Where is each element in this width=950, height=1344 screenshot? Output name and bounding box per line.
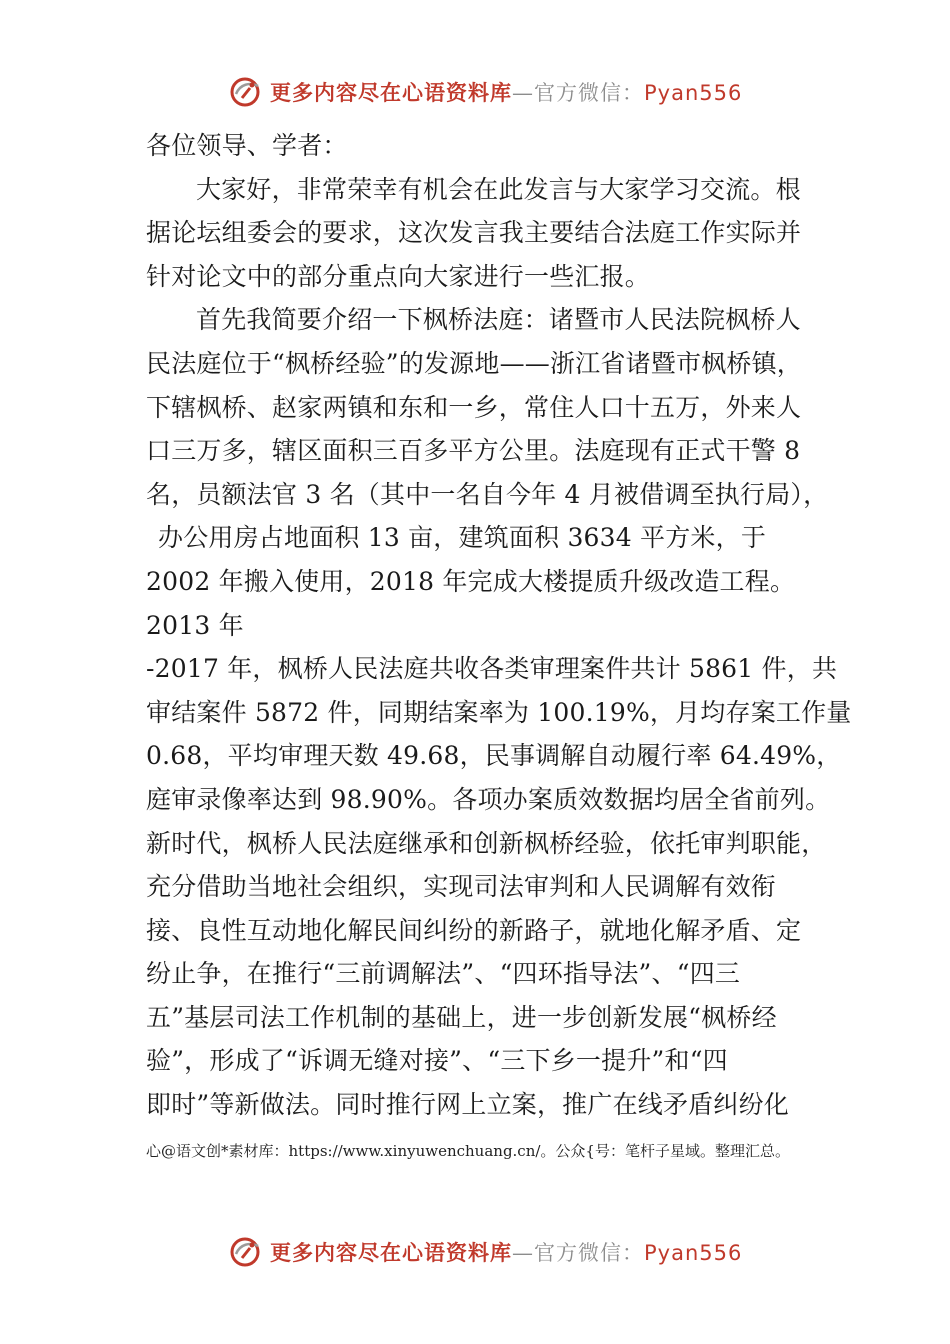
text-line: 下辖枫桥、赵家两镇和东和一乡，常住人口十五万，外来人 <box>146 392 802 422</box>
banner-title: 更多内容尽在心语资料库 <box>270 1240 512 1265</box>
text-line: 办公用房占地面积 13 亩，建筑面积 3634 平方米，于 <box>158 523 767 553</box>
text-line: 审结案件 5872 件，同期结案率为 100.19%，月均存案工作量 <box>146 697 852 727</box>
banner-suffix-label: 官方微信： <box>534 1241 644 1265</box>
document-body <box>146 124 852 1127</box>
text-line: 新时代，枫桥人民法庭继承和创新枫桥经验，依托审判职能， <box>146 828 827 858</box>
banner-dash: — <box>512 81 534 105</box>
banner-text <box>270 77 742 107</box>
banner-text <box>270 1237 742 1267</box>
banner-suffix-label: 官方微信： <box>534 81 644 105</box>
text-line: 据论坛组委会的要求，这次发言我主要结合法庭工作实际并 <box>146 218 802 248</box>
footer-note: 心@语文创*素材库：https://www.xinyuwenchuang.cn/。公众{号：笔杆子星域。整理汇总。 <box>146 1142 790 1160</box>
salutation-line: 各位领导、学者： <box>146 131 348 160</box>
text-line: 首先我简要介绍一下枫桥法庭：诸暨市人民法院枫桥人 <box>196 305 801 335</box>
banner-title: 更多内容尽在心语资料库 <box>270 80 512 105</box>
text-line: 2013 年 <box>146 610 244 640</box>
banner-dash: — <box>512 1241 534 1265</box>
text-line: 名，员额法官 3 名（其中一名自今年 4 月被借调至执行局）， <box>146 479 829 509</box>
brand-logo-icon <box>228 1234 264 1270</box>
text-line: 民法庭位于“枫桥经验”的发源地——浙江省诸暨市枫桥镇， <box>146 348 802 378</box>
text-line: 充分借助当地社会组织，实现司法审判和人民调解有效衔 <box>146 872 777 902</box>
text-line: 大家好，非常荣幸有机会在此发言与大家学习交流。根 <box>196 174 801 204</box>
text-line: 庭审录像率达到 98.90%。各项办案质效数据均居全省前列。 <box>146 784 831 814</box>
text-line: 即时”等新做法。同时推行网上立案，推广在线矛盾纠纷化 <box>146 1090 789 1120</box>
text-line: 0.68，平均审理天数 49.68，民事调解自动履行率 64.49%， <box>146 741 842 771</box>
text-line: -2017 年，枫桥人民法庭共收各类审理案件共计 5861 件，共 <box>146 654 838 684</box>
brand-logo-icon <box>228 74 264 110</box>
text-line: 口三万多，辖区面积三百多平方公里。法庭现有正式干警 8 <box>146 436 801 466</box>
text-line: 五”基层司法工作机制的基础上，进一步创新发展“枫桥经 <box>146 1002 777 1032</box>
text-line: 接、良性互动地化解民间纠纷的新路子，就地化解矛盾、定 <box>146 915 802 945</box>
header-banner <box>228 72 743 112</box>
footer-banner <box>228 1232 743 1272</box>
text-line: 纷止争，在推行“三前调解法”、“四环指导法”、“四三 <box>146 959 741 989</box>
text-line: 验”，形成了“诉调无缝对接”、“三下乡一提升”和“四 <box>146 1046 728 1076</box>
banner-wechat-id: Pyan556 <box>644 1241 743 1265</box>
banner-wechat-id: Pyan556 <box>644 81 743 105</box>
text-line: 2002 年搬入使用，2018 年完成大楼提质升级改造工程。 <box>146 566 796 596</box>
text-line: 针对论文中的部分重点向大家进行一些汇报。 <box>146 261 651 291</box>
